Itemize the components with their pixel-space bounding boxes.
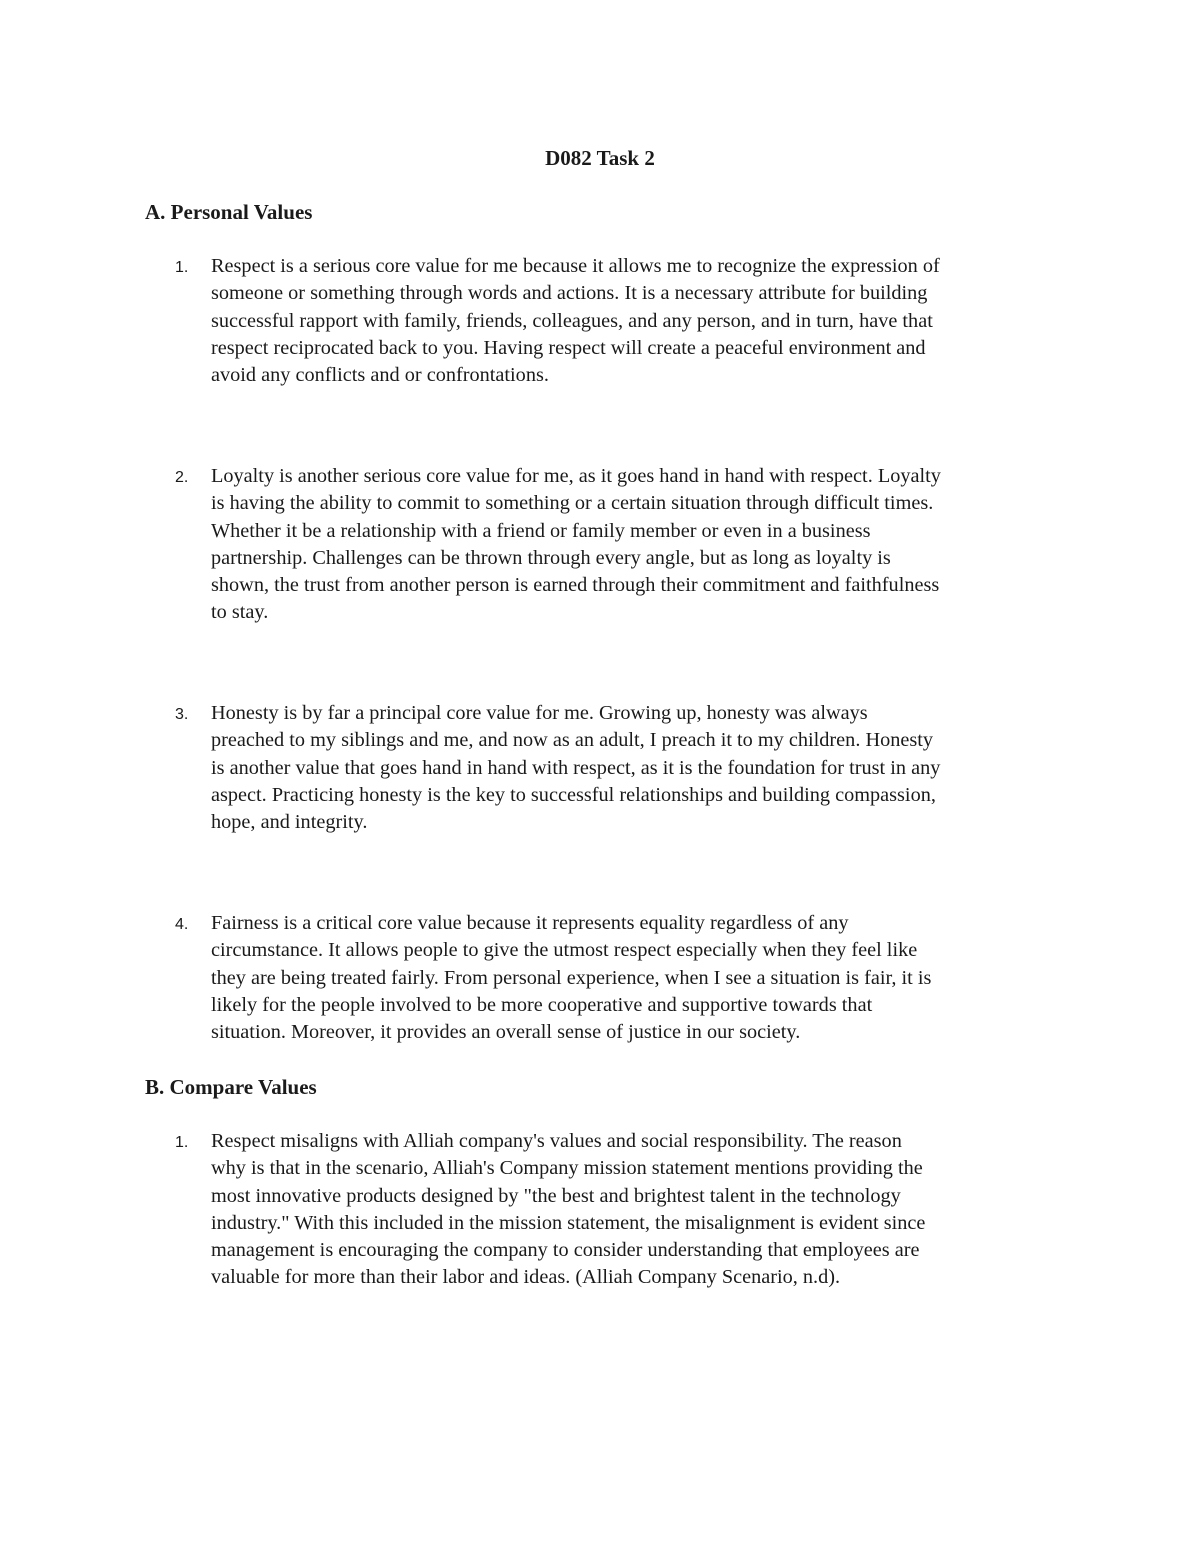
text-line: situation. Moreover, it provides an overall sense of justice in our society. bbox=[211, 1021, 801, 1044]
list-number: 2. bbox=[175, 469, 189, 486]
text-line: they are being treated fairly. From personal experience, when I see a situation is fair, it is bbox=[211, 966, 932, 989]
list-item-text bbox=[211, 700, 1071, 836]
text-line: preached to my siblings and me, and now as an adult, I preach it to my children. Honesty bbox=[211, 729, 934, 752]
text-line: valuable for more than their labor and ideas. (Alliah Company Scenario, n.d). bbox=[211, 1266, 841, 1289]
section-heading-compare-values: B. Compare Values bbox=[145, 1075, 317, 1099]
text-line: aspect. Practicing honesty is the key to successful relationships and building compassion, bbox=[211, 783, 936, 806]
list-item-text bbox=[211, 910, 1071, 1046]
list-number: 4. bbox=[175, 916, 189, 933]
text-line: avoid any conflicts and or confrontations. bbox=[211, 364, 549, 387]
text-line: someone or something through words and actions. It is a necessary attribute for building bbox=[211, 282, 928, 305]
section-heading-personal-values: A. Personal Values bbox=[145, 200, 313, 224]
list-item bbox=[145, 253, 1075, 389]
text-line: why is that in the scenario, Alliah's Company mission statement mentions providing the bbox=[211, 1157, 923, 1180]
text-line: is another value that goes hand in hand with respect, as it is the foundation for trust in any bbox=[211, 756, 941, 779]
text-line: shown, the trust from another person is earned through their commitment and faithfulness bbox=[211, 574, 940, 597]
list-number: 3. bbox=[175, 706, 189, 723]
text-line: Respect is a serious core value for me because it allows me to recognize the expression of bbox=[211, 255, 940, 277]
list-item-text bbox=[211, 1128, 1071, 1292]
list-number: 1. bbox=[175, 259, 189, 276]
text-line: likely for the people involved to be more cooperative and supportive towards that bbox=[211, 993, 873, 1016]
text-line: Honesty is by far a principal core value for me. Growing up, honesty was always bbox=[211, 702, 868, 724]
text-line: circumstance. It allows people to give the utmost respect especially when they feel like bbox=[211, 939, 918, 962]
text-line: most innovative products designed by "the best and brightest talent in the technology bbox=[211, 1184, 901, 1207]
list-item bbox=[145, 463, 1075, 627]
text-line: Whether it be a relationship with a friend or family member or even in a business bbox=[211, 519, 871, 542]
list-number: 1. bbox=[175, 1134, 189, 1151]
list-item bbox=[145, 700, 1075, 836]
text-line: successful rapport with family, friends, colleagues, and any person, and in turn, have that bbox=[211, 309, 933, 332]
text-line: Respect misaligns with Alliah company's values and social responsibility. The reason bbox=[211, 1130, 902, 1152]
text-line: to stay. bbox=[211, 601, 269, 624]
text-line: is having the ability to commit to something or a certain situation through difficult times. bbox=[211, 492, 934, 515]
list-item-text bbox=[211, 463, 1071, 627]
text-line: hope, and integrity. bbox=[211, 811, 368, 834]
list-item-text bbox=[211, 253, 1071, 389]
text-line: Loyalty is another serious core value for me, as it goes hand in hand with respect. Loyalty bbox=[211, 465, 941, 487]
text-line: management is encouraging the company to consider understanding that employees are bbox=[211, 1239, 920, 1262]
document-title: D082 Task 2 bbox=[545, 146, 655, 170]
text-line: industry." With this included in the mission statement, the misalignment is evident since bbox=[211, 1211, 926, 1234]
text-line: Fairness is a critical core value because it represents equality regardless of any bbox=[211, 912, 849, 934]
list-item bbox=[145, 910, 1075, 1046]
text-line: respect reciprocated back to you. Having respect will create a peaceful environment and bbox=[211, 336, 926, 359]
list-item bbox=[145, 1128, 1075, 1292]
text-line: partnership. Challenges can be thrown through every angle, but as long as loyalty is bbox=[211, 546, 891, 569]
